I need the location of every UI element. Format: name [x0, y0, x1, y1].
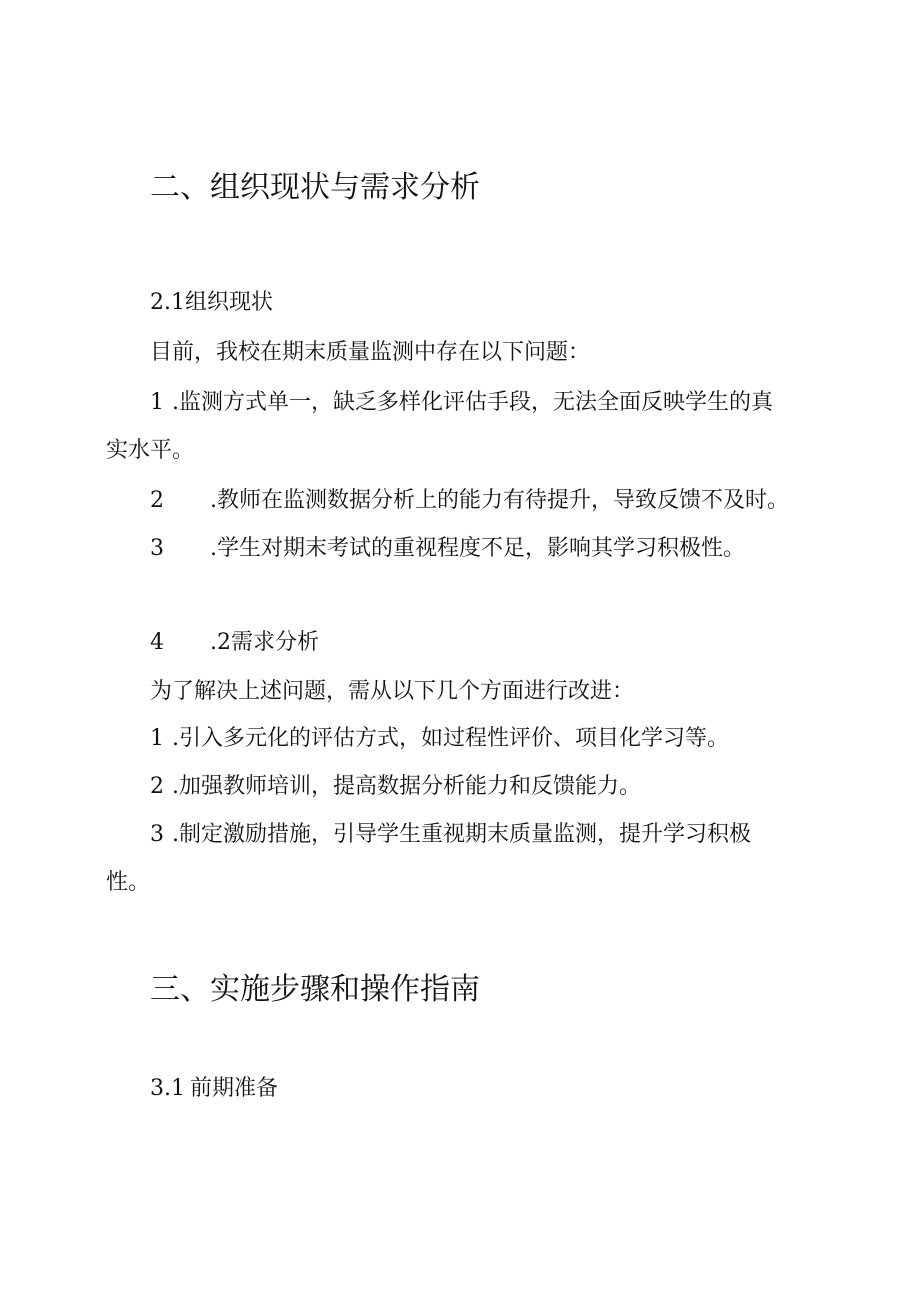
list-number: 3.1	[150, 1076, 185, 1101]
list-item-2-2-3	[150, 820, 751, 850]
list-text: .引入多元化的评估方式，如过程性评价、项目化学习等。	[172, 726, 729, 751]
paragraph-intro-2-2: 为了解决上述问题，需从以下几个方面进行改进：	[150, 679, 635, 704]
section-title-3: 三、实施步骤和操作指南	[150, 972, 480, 1007]
list-number: 1	[150, 390, 164, 415]
list-item-2-2-2	[150, 772, 641, 802]
list-text: .学生对期末考试的重视程度不足，影响其学习积极性。	[210, 536, 745, 561]
list-item-2-1-2	[150, 486, 789, 516]
list-item-2-1-1-continuation: 实水平。	[106, 438, 195, 463]
list-item-2-2-1	[150, 724, 729, 754]
list-item-2-2-3-continuation: 性。	[106, 870, 151, 895]
list-text: .制定激励措施，引导学生重视期末质量监测，提升学习积极	[172, 822, 751, 847]
list-number: 2	[150, 488, 164, 513]
section-title-2: 二、组织现状与需求分析	[150, 170, 480, 205]
list-number: 2	[150, 774, 164, 799]
list-number: 4	[150, 630, 164, 655]
paragraph-intro-2-1: 目前，我校在期末质量监测中存在以下问题：	[150, 340, 591, 365]
list-item-2-1-3	[150, 534, 745, 564]
list-text: .加强教师培训，提高数据分析能力和反馈能力。	[172, 774, 641, 799]
subsection-heading-2-2	[150, 628, 319, 658]
list-item-2-1-1	[150, 388, 773, 418]
list-number: 3	[150, 822, 164, 847]
heading-text: .2需求分析	[210, 630, 319, 655]
heading-text: 前期准备	[190, 1076, 279, 1101]
list-number: 3	[150, 536, 164, 561]
list-text: .监测方式单一，缺乏多样化评估手段，无法全面反映学生的真	[172, 390, 773, 415]
list-number: 1	[150, 726, 164, 751]
subsection-heading-3-1	[150, 1074, 278, 1104]
subsection-heading-2-1: 2.1组织现状	[150, 290, 273, 315]
list-text: .教师在监测数据分析上的能力有待提升，导致反馈不及时。	[210, 488, 789, 513]
